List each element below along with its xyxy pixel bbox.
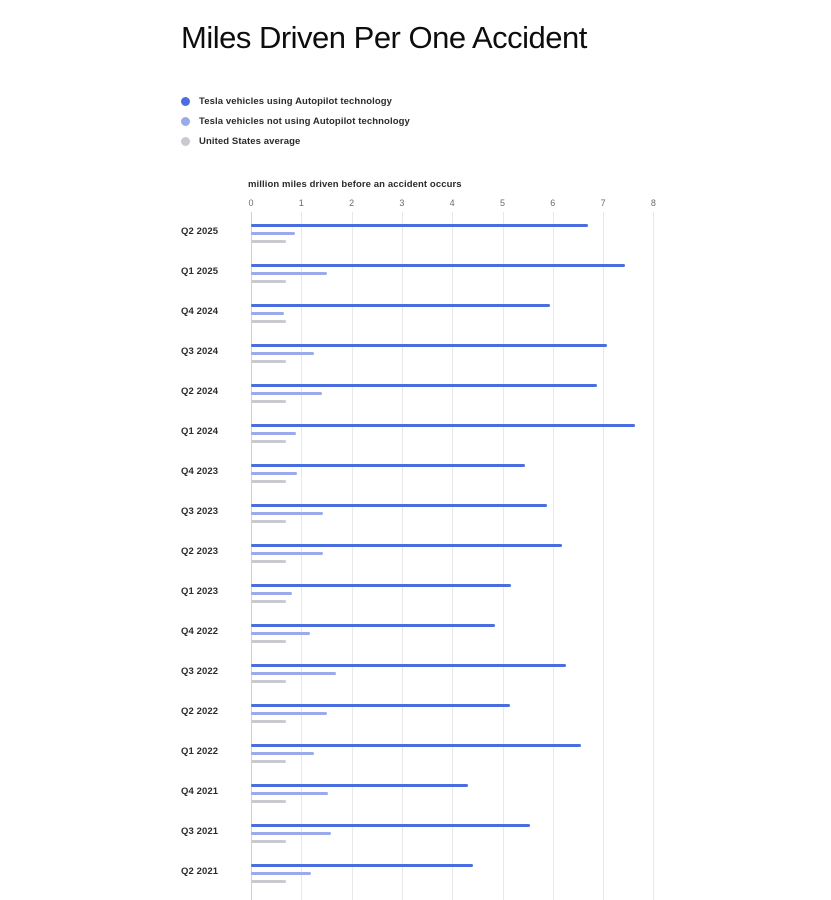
bar[interactable] [251, 304, 550, 307]
bar[interactable] [251, 792, 328, 795]
bar[interactable] [251, 600, 286, 603]
chart-row [181, 412, 821, 452]
x-tick-label: 5 [499, 198, 506, 208]
y-tick-label: Q2 2024 [181, 386, 219, 397]
x-tick-label: 6 [550, 198, 556, 208]
chart-row [181, 772, 821, 812]
chart-row [181, 732, 821, 772]
y-tick-label: Q2 2025 [181, 226, 219, 237]
x-tick-label: 1 [298, 198, 304, 208]
chart-row [181, 852, 821, 892]
bar[interactable] [251, 352, 314, 355]
chart-row [181, 332, 821, 372]
y-tick-label: Q4 2022 [181, 626, 219, 637]
bar[interactable] [251, 232, 295, 235]
bar[interactable] [251, 280, 286, 283]
y-tick-label: Q4 2023 [181, 466, 219, 477]
bar[interactable] [251, 432, 296, 435]
bar[interactable] [251, 872, 311, 875]
bar[interactable] [251, 320, 286, 323]
bar[interactable] [251, 512, 323, 515]
bar[interactable] [251, 224, 588, 227]
bar[interactable] [251, 800, 286, 803]
page-title: Miles Driven Per One Accident [181, 20, 587, 55]
legend-item[interactable] [181, 112, 601, 130]
y-tick-label: Q4 2021 [181, 786, 219, 797]
bar[interactable] [251, 632, 310, 635]
bar-rows [181, 212, 821, 892]
y-tick-label: Q2 2023 [181, 546, 219, 557]
y-tick-label: Q3 2024 [181, 346, 219, 357]
chart-row [181, 652, 821, 692]
x-tick-label: 4 [449, 198, 455, 208]
chart-row [181, 492, 821, 532]
chart-row [181, 372, 821, 412]
bar[interactable] [251, 552, 323, 555]
bar[interactable] [251, 664, 566, 667]
bar[interactable] [251, 544, 562, 547]
x-axis-label: million miles driven before an accident occurs [248, 179, 462, 190]
bar[interactable] [251, 592, 292, 595]
chart-row [181, 252, 821, 292]
bar[interactable] [251, 360, 286, 363]
bar[interactable] [251, 272, 327, 275]
x-tick-label: 0 [248, 198, 254, 208]
bar[interactable] [251, 680, 286, 683]
bar[interactable] [251, 744, 581, 747]
plot-area [181, 196, 821, 900]
bar[interactable] [251, 784, 468, 787]
chart-legend [181, 92, 601, 152]
legend-item-label: Tesla vehicles not using Autopilot technology [199, 115, 410, 127]
bar[interactable] [251, 832, 331, 835]
bar[interactable] [251, 880, 286, 883]
bar[interactable] [251, 864, 473, 867]
bar[interactable] [251, 480, 286, 483]
y-tick-label: Q1 2023 [181, 586, 219, 597]
bar[interactable] [251, 520, 286, 523]
bar[interactable] [251, 720, 286, 723]
chart-row [181, 532, 821, 572]
bar[interactable] [251, 640, 286, 643]
bar[interactable] [251, 312, 284, 315]
x-tick-label: 8 [650, 198, 656, 208]
y-tick-label: Q1 2024 [181, 426, 219, 437]
bar[interactable] [251, 704, 510, 707]
legend-swatch-icon [181, 137, 190, 146]
y-tick-label: Q3 2021 [181, 826, 219, 837]
bar[interactable] [251, 624, 495, 627]
chart-row [181, 692, 821, 732]
bar[interactable] [251, 400, 286, 403]
bar[interactable] [251, 392, 322, 395]
bar[interactable] [251, 760, 286, 763]
chart-row [181, 572, 821, 612]
bar[interactable] [251, 824, 530, 827]
legend-swatch-icon [181, 117, 190, 126]
bar[interactable] [251, 672, 336, 675]
y-tick-label: Q4 2024 [181, 306, 219, 317]
legend-swatch-icon [181, 97, 190, 106]
legend-item[interactable] [181, 132, 601, 150]
bar[interactable] [251, 440, 286, 443]
chart-row [181, 612, 821, 652]
bar[interactable] [251, 384, 597, 387]
y-tick-label: Q3 2023 [181, 506, 219, 517]
chart-row [181, 292, 821, 332]
y-tick-label: Q2 2021 [181, 866, 219, 877]
x-tick-label: 3 [399, 198, 405, 208]
bar[interactable] [251, 584, 511, 587]
chart-row [181, 212, 821, 252]
y-tick-label: Q2 2022 [181, 706, 219, 717]
bar[interactable] [251, 712, 327, 715]
legend-item-label: United States average [199, 135, 301, 147]
bar[interactable] [251, 840, 286, 843]
bar[interactable] [251, 264, 625, 267]
bar[interactable] [251, 464, 525, 467]
bar[interactable] [251, 472, 297, 475]
legend-item-label: Tesla vehicles using Autopilot technology [199, 95, 393, 107]
bar[interactable] [251, 424, 635, 427]
x-tick-label: 2 [349, 198, 355, 208]
chart-row [181, 812, 821, 852]
y-tick-label: Q1 2025 [181, 266, 219, 277]
bar[interactable] [251, 560, 286, 563]
chart-row [181, 452, 821, 492]
bar[interactable] [251, 504, 547, 507]
bar[interactable] [251, 344, 607, 347]
bar[interactable] [251, 240, 286, 243]
y-tick-label: Q1 2022 [181, 746, 219, 757]
bar[interactable] [251, 752, 314, 755]
legend-item[interactable] [181, 92, 601, 110]
x-tick-label: 7 [600, 198, 606, 208]
y-tick-label: Q3 2022 [181, 666, 219, 677]
